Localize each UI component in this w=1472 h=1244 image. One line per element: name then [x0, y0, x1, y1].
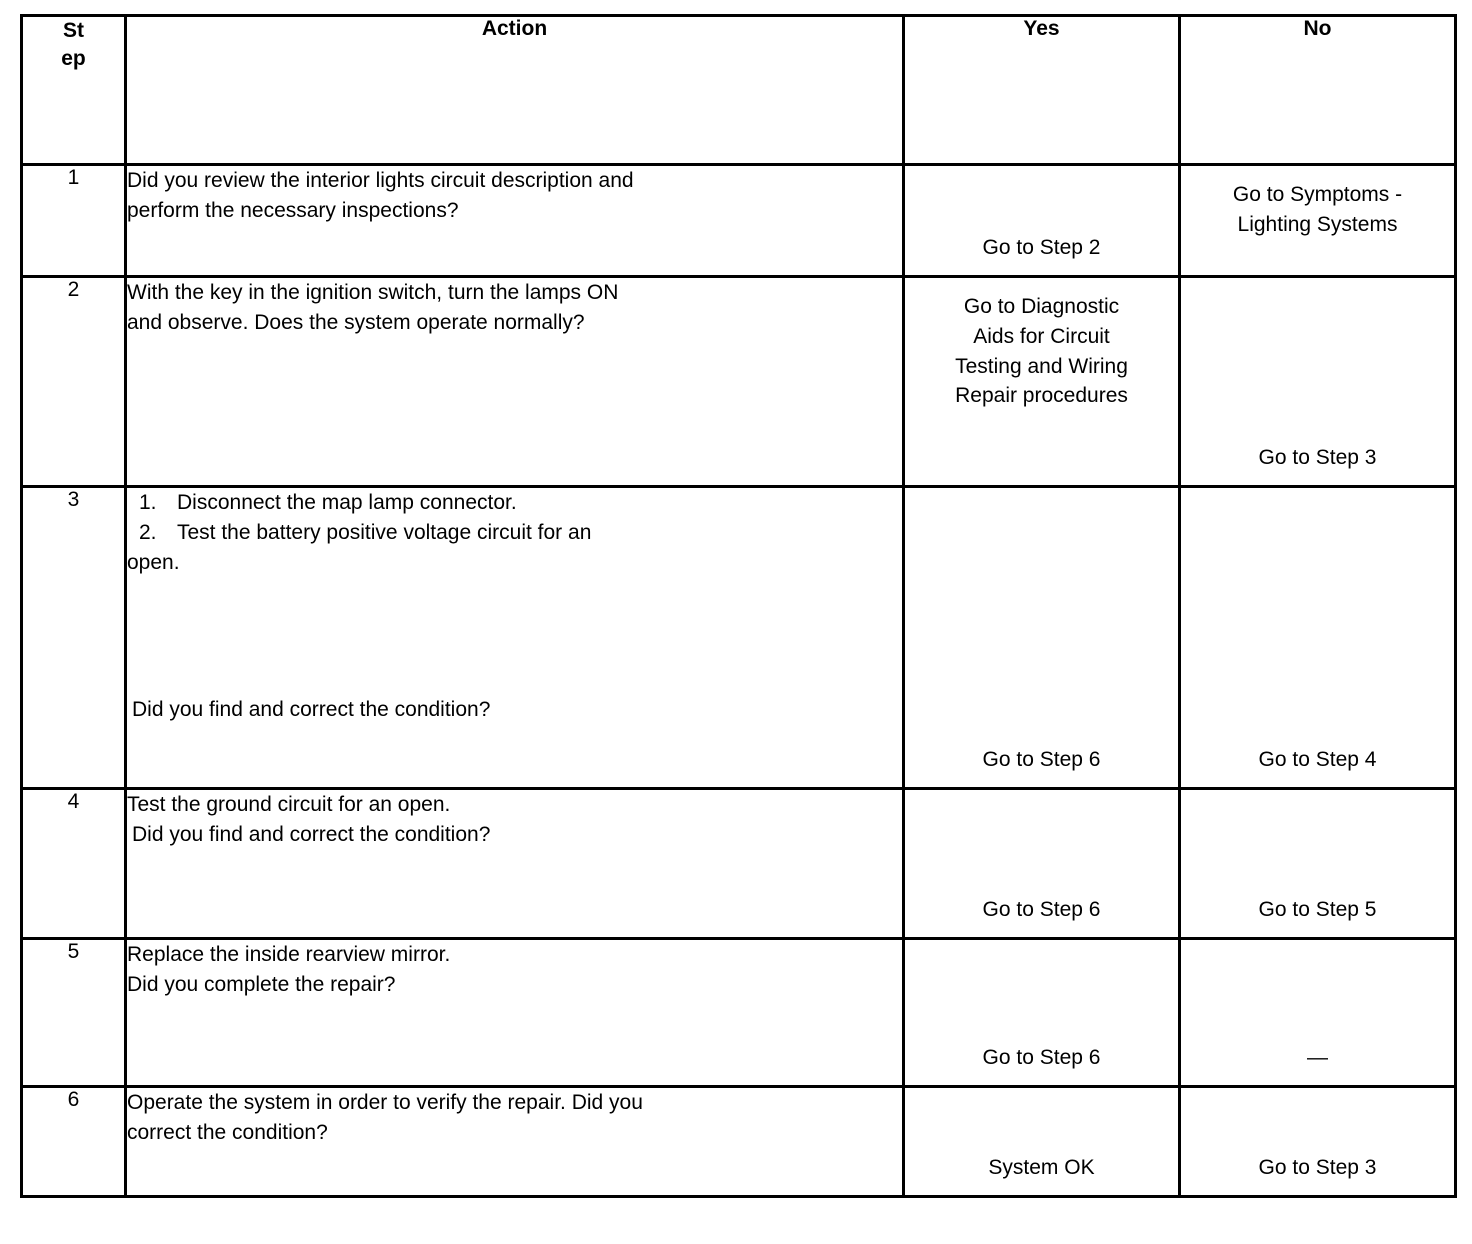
- yes-line: Aids for Circuit: [973, 324, 1110, 348]
- header-step-line1: St: [63, 19, 84, 42]
- yes-line: System OK: [988, 1156, 1095, 1180]
- yes-cell: [904, 277, 1180, 487]
- action-line: With the key in the ignition switch, turn the lamps ON: [127, 281, 619, 304]
- action-continuation: open.: [127, 550, 180, 574]
- table-row: [22, 789, 1456, 939]
- step-number: 1: [22, 165, 126, 277]
- yes-cell: [904, 1087, 1180, 1197]
- action-line: correct the condition?: [127, 1120, 328, 1144]
- no-cell: [1180, 939, 1456, 1087]
- yes-cell: [904, 165, 1180, 277]
- step-number: 6: [22, 1087, 126, 1197]
- yes-line: Go to Step 6: [982, 1046, 1101, 1070]
- step-number: 2: [22, 277, 126, 487]
- header-step-line2: ep: [61, 47, 86, 71]
- action-question: Did you complete the repair?: [127, 972, 396, 996]
- step-number: 5: [22, 939, 126, 1087]
- yes-line: Testing and Wiring: [955, 354, 1128, 378]
- table-row: [22, 939, 1456, 1087]
- action-cell: [126, 165, 904, 277]
- action-cell: [126, 277, 904, 487]
- no-line: Go to Step 3: [1258, 1156, 1377, 1180]
- no-line: Go to Step 3: [1258, 446, 1377, 470]
- action-question: Did you find and correct the condition?: [132, 698, 491, 722]
- diagnostic-table: [20, 14, 1457, 1198]
- no-cell: [1180, 1087, 1456, 1197]
- list-number: 2.: [139, 520, 157, 544]
- yes-line: Go to Step 6: [982, 748, 1101, 772]
- action-numbered-item: [127, 488, 902, 518]
- no-cell: [1180, 789, 1456, 939]
- yes-cell: [904, 939, 1180, 1087]
- table-row: [22, 1087, 1456, 1197]
- list-number: 1.: [139, 491, 157, 514]
- action-cell: [126, 1087, 904, 1197]
- yes-line: Go to Step 6: [982, 898, 1101, 922]
- table-row: [22, 277, 1456, 487]
- header-cell-step: [22, 16, 126, 165]
- action-cell: [126, 939, 904, 1087]
- action-line: Test the ground circuit for an open.: [127, 793, 451, 816]
- no-line: Go to Step 5: [1258, 898, 1377, 922]
- no-line: Go to Step 4: [1258, 748, 1377, 772]
- list-text: Test the battery positive voltage circuit for an: [177, 520, 592, 544]
- action-cell: [126, 789, 904, 939]
- action-line: Operate the system in order to verify the repair. Did you: [127, 1091, 643, 1114]
- header-cell-action: Action: [126, 16, 904, 165]
- no-cell: [1180, 487, 1456, 789]
- action-numbered-item: [127, 518, 902, 548]
- no-line: Go to Symptoms -: [1232, 183, 1403, 206]
- no-cell: [1180, 165, 1456, 277]
- table-row: [22, 165, 1456, 277]
- action-cell: [126, 487, 904, 789]
- yes-line: Go to Diagnostic: [963, 295, 1120, 318]
- yes-line: Repair procedures: [955, 384, 1128, 408]
- action-line: and observe. Does the system operate normally?: [127, 310, 585, 334]
- action-question: Did you find and correct the condition?: [132, 822, 491, 846]
- yes-cell: [904, 487, 1180, 789]
- spacer: [127, 577, 902, 695]
- yes-line: Go to Step 2: [982, 236, 1101, 260]
- step-number: 3: [22, 487, 126, 789]
- table-header-row: [22, 16, 1456, 165]
- header-cell-no: No: [1180, 16, 1456, 165]
- action-line: Replace the inside rearview mirror.: [127, 943, 451, 966]
- table-row: [22, 487, 1456, 789]
- action-line: perform the necessary inspections?: [127, 198, 459, 222]
- no-line: —: [1307, 1046, 1328, 1070]
- action-line: Did you review the interior lights circuit description and: [127, 169, 634, 192]
- list-text: Disconnect the map lamp connector.: [177, 491, 517, 514]
- no-line: Lighting Systems: [1237, 212, 1398, 236]
- header-cell-yes: Yes: [904, 16, 1180, 165]
- no-cell: [1180, 277, 1456, 487]
- yes-cell: [904, 789, 1180, 939]
- step-number: 4: [22, 789, 126, 939]
